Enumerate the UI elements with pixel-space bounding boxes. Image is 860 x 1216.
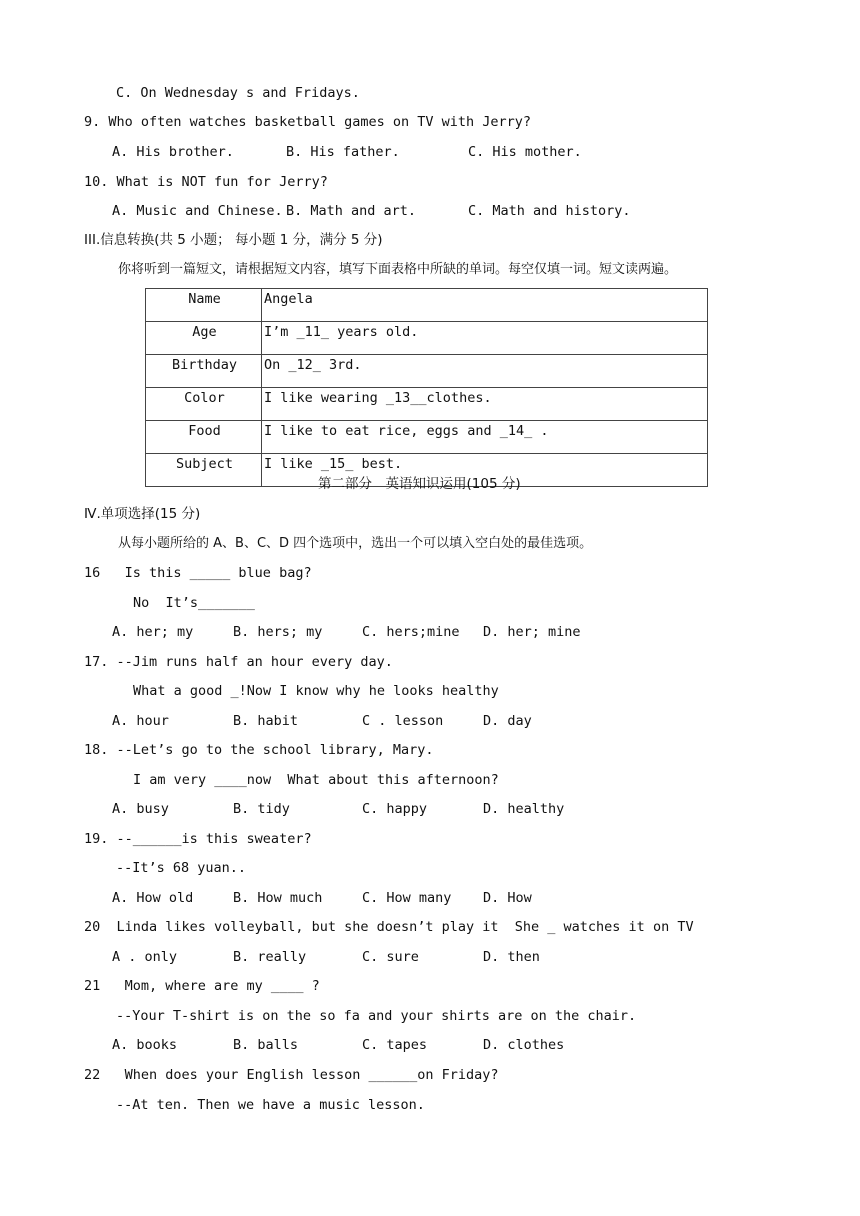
table-value: I like _15_ best. (262, 454, 708, 487)
table-key: Birthday (146, 355, 262, 388)
question-18: 18. --Let’s go to the school library, Mary. (84, 742, 434, 758)
option-b: B. How much (233, 890, 323, 906)
section-3-instruction: 你将听到一篇短文，请根据短文内容，填写下面表格中所缺的单词。每空仅填一词。短文读两遍。 (118, 262, 678, 277)
table-key: Color (146, 388, 262, 421)
table-row (146, 388, 708, 421)
question-20: 20 Linda likes volleyball, but she doesn’t play it She _ watches it on TV (84, 919, 694, 935)
option-b: B. tidy (233, 801, 290, 817)
option-a: A. How old (112, 890, 194, 906)
option-d: D. day (483, 713, 532, 729)
table-value: I’m _11_ years old. (262, 322, 708, 355)
table-key: Name (146, 289, 262, 322)
question-9: 9. Who often watches basketball games on TV with Jerry? (84, 114, 532, 130)
info-table (145, 288, 708, 487)
part-2-title: 第二部分 英语知识运用(105 分) (318, 476, 521, 492)
question-reply: --Your T-shirt is on the so fa and your shirts are on the chair. (116, 1008, 637, 1024)
question-reply: I am very ____now What about this afternoon? (133, 772, 499, 788)
option-c: C. His mother. (468, 144, 582, 160)
option-b: B. habit (233, 713, 299, 729)
question-22: 22 When does your English lesson ______on Friday? (84, 1067, 499, 1083)
table-row (146, 355, 708, 388)
option-a: A . only (112, 949, 178, 965)
table-value: I like wearing _13__clothes. (262, 388, 708, 421)
question-reply: --At ten. Then we have a music lesson. (116, 1097, 425, 1113)
question-reply: No It’s_______ (133, 595, 255, 611)
option-c: C. tapes (362, 1037, 428, 1053)
table-key: Food (146, 421, 262, 454)
question-16: 16 Is this _____ blue bag? (84, 565, 312, 581)
option-c: C . lesson (362, 713, 444, 729)
option-d: D. clothes (483, 1037, 565, 1053)
option-a: A. hour (112, 713, 169, 729)
option-c: C. How many (362, 890, 452, 906)
table-row (146, 322, 708, 355)
option-d: D. healthy (483, 801, 565, 817)
section-4-title: Ⅳ.单项选择(15 分) (84, 506, 201, 522)
option-a: A. Music and Chinese. (112, 203, 283, 219)
table-value: On _12_ 3rd. (262, 355, 708, 388)
question-19: 19. --______is this sweater? (84, 831, 312, 847)
question-17: 17. --Jim runs half an hour every day. (84, 654, 393, 670)
option-b: B. hers; my (233, 624, 323, 640)
section-3-title: III.信息转换(共 5 小题； 每小题 1 分，满分 5 分) (84, 232, 383, 248)
option-c: C. Math and history. (468, 203, 631, 219)
option-b: B. really (233, 949, 307, 965)
option-b: B. His father. (286, 144, 400, 160)
option-a: A. busy (112, 801, 169, 817)
option-d: D. then (483, 949, 540, 965)
option-a: A. His brother. (112, 144, 234, 160)
question-10: 10. What is NOT fun for Jerry? (84, 174, 328, 190)
table-key: Subject (146, 454, 262, 487)
table-value: I like to eat rice, eggs and _14_ . (262, 421, 708, 454)
option-c: C. sure (362, 949, 419, 965)
option-a: A. her; my (112, 624, 194, 640)
question-21: 21 Mom, where are my ____ ? (84, 978, 320, 994)
section-4-instruction: 从每小题所给的 A、B、C、D 四个选项中，选出一个可以填入空白处的最佳选项。 (118, 536, 593, 551)
question-reply: --It’s 68 yuan.. (116, 860, 247, 876)
option-line: C. On Wednesday s and Fridays. (116, 85, 360, 101)
option-b: B. Math and art. (286, 203, 417, 219)
option-d: D. How (483, 890, 532, 906)
table-row (146, 289, 708, 322)
table-value: Angela (262, 289, 708, 322)
table-key: Age (146, 322, 262, 355)
table-row (146, 421, 708, 454)
option-c: C. hers;mine (362, 624, 460, 640)
option-a: A. books (112, 1037, 178, 1053)
option-c: C. happy (362, 801, 428, 817)
option-d: D. her; mine (483, 624, 581, 640)
option-b: B. balls (233, 1037, 299, 1053)
question-reply: What a good _!Now I know why he looks healthy (133, 683, 499, 699)
